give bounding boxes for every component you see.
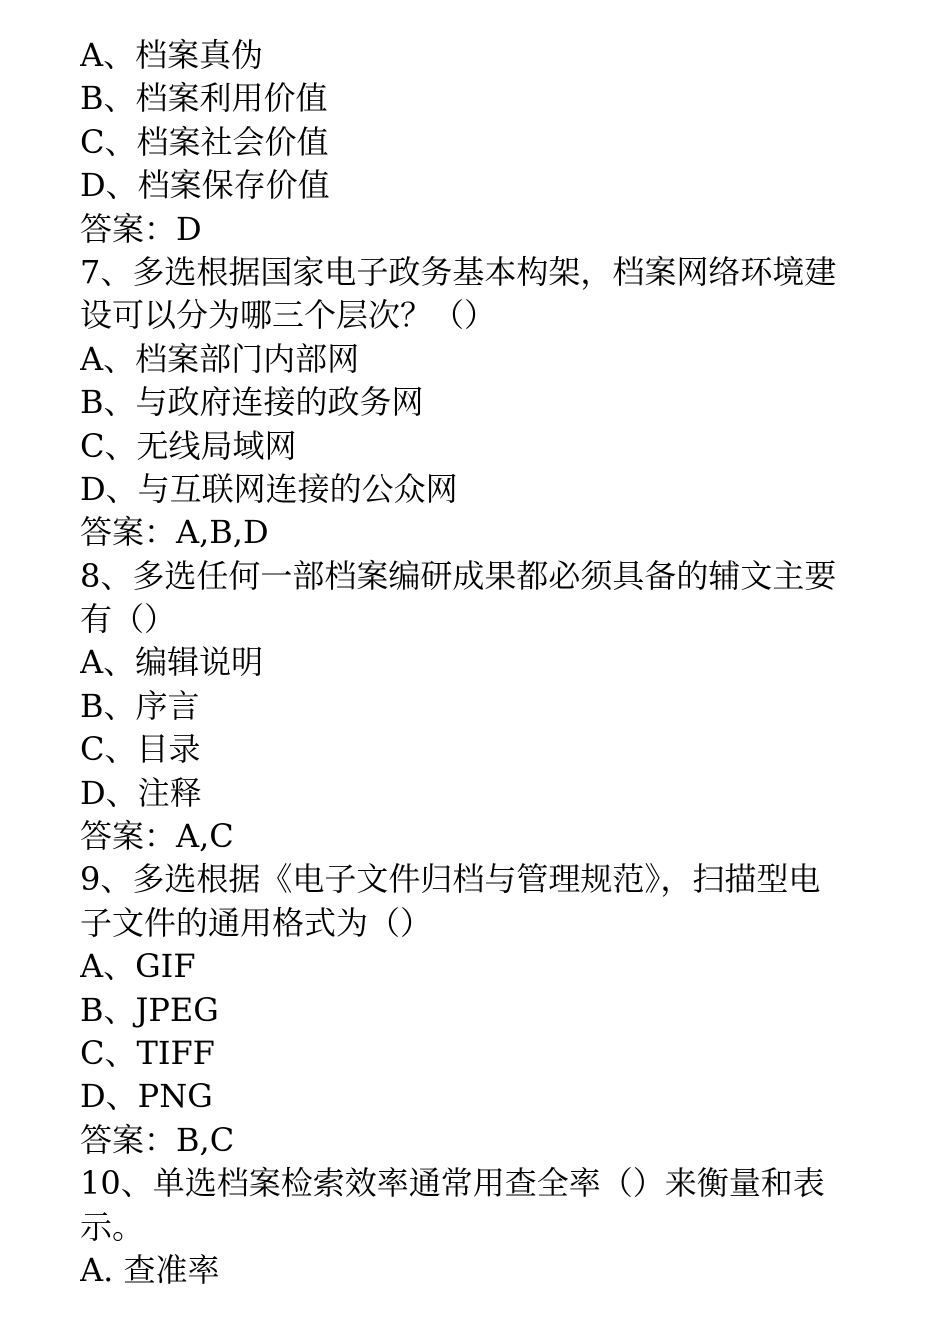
question-line: 设可以分为哪三个层次？（）	[80, 296, 497, 335]
answer-line: 答案：A,B,D	[80, 513, 269, 552]
document-body	[80, 34, 880, 1292]
question-line: 8、多选任何一部档案编研成果都必须具备的辅文主要	[80, 556, 837, 595]
answer-line: 答案：D	[80, 209, 202, 248]
question-line: 9、多选根据《电子文件归档与管理规范》，扫描型电	[80, 860, 821, 899]
option-line: B、JPEG	[80, 990, 219, 1029]
option-line: B、档案利用价值	[80, 79, 328, 118]
option-line: A、档案部门内部网	[80, 339, 360, 378]
question-line: 示。	[80, 1207, 145, 1246]
option-line: D、与互联网连接的公众网	[80, 469, 458, 508]
option-line: C、目录	[80, 730, 201, 769]
question-line: 子文件的通用格式为（）	[80, 903, 433, 942]
answer-line: 答案：B,C	[80, 1120, 235, 1159]
option-line: A. 查准率	[80, 1250, 220, 1289]
option-line: A、档案真伪	[80, 36, 264, 74]
option-line: C、无线局域网	[80, 426, 297, 465]
option-line: D、档案保存价值	[80, 166, 330, 205]
option-line: A、GIF	[80, 947, 196, 986]
option-line: D、注释	[80, 773, 202, 812]
question-line: 有（）	[80, 600, 177, 639]
option-line: D、PNG	[80, 1077, 213, 1116]
answer-line: 答案：A,C	[80, 817, 234, 856]
option-line: A、编辑说明	[80, 643, 264, 682]
option-line: C、TIFF	[80, 1033, 215, 1072]
option-line: B、与政府连接的政务网	[80, 383, 424, 422]
option-line: C、档案社会价值	[80, 122, 329, 161]
question-line: 7、多选根据国家电子政务基本构架，档案网络环境建	[80, 252, 837, 291]
option-line: B、序言	[80, 686, 200, 725]
question-line: 10、单选档案检索效率通常用查全率（）来衡量和表	[80, 1164, 825, 1203]
